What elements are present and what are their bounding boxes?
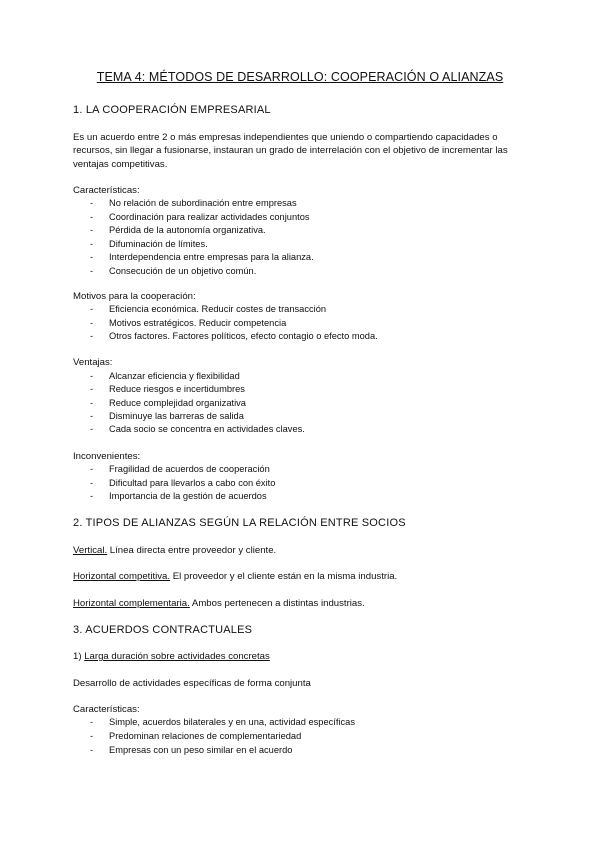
subsection-1-description: Desarrollo de actividades específicas de forma conjunta — [73, 678, 311, 689]
caracteristicas-label: Características: — [73, 185, 140, 196]
motivos-label: Motivos para la cooperación: — [73, 291, 196, 302]
subsection-1-text: Larga duración sobre actividades concretas — [84, 651, 270, 662]
alianza-vertical-term: Vertical. — [73, 545, 108, 556]
section-3-heading: 3. ACUERDOS CONTRACTUALES — [73, 624, 253, 636]
section-2-heading: 2. TIPOS DE ALIANZAS SEGÚN LA RELACIÓN ENTRE SOCIOS — [73, 517, 406, 529]
alianza-horizontal-complementaria-term: Horizontal complementaria. — [73, 598, 190, 609]
alianza-horizontal-competitiva-text: El proveedor y el cliente están en la misma industria. — [170, 571, 398, 582]
document-title: TEMA 4: MÉTODOS DE DESARROLLO: COOPERACIÓN O ALIANZAS — [96, 70, 504, 84]
subsection-1-title — [73, 651, 270, 662]
alianza-vertical-text: Línea directa entre proveedor y cliente. — [107, 545, 277, 556]
inconvenientes-label: Inconvenientes: — [73, 451, 141, 462]
caracteristicas-2-label: Características: — [73, 704, 140, 715]
alianza-vertical — [73, 545, 276, 556]
section-1-heading: 1. LA COOPERACIÓN EMPRESARIAL — [73, 104, 271, 116]
alianza-horizontal-complementaria-text: Ambos pertenecen a distintas industrias. — [189, 598, 365, 609]
section-1-paragraph: Es un acuerdo entre 2 o más empresas independientes que uniendo o compartiendo capacidades o recursos, sin llegar a fusionarse, instauran un grado de interrelación con el objetivo de incrementar las ventajas competitivas. — [73, 132, 508, 170]
ventajas-label: Ventajas: — [73, 357, 113, 368]
document-page: TEMA 4: MÉTODOS DE DESARROLLO: COOPERACIÓN O ALIANZAS 1. LA COOPERACIÓN EMPRESARIAL Es un acuerdo entre 2 o más empresas independientes que uniendo o compartiendo capacidades o recursos, sin llegar a fusionarse, instauran un grado de interrelación con el objetivo de incrementar las ventajas competitivas. Características: - No relación de subordinación entre empresas - Coordinación para realizar actividades conjuntos - Pérdida de la autonomía organizativa. - Difuminación de límites. - Interdependencia entre empresas para la alianza. - Consecución de un objetivo común. Motivos para la cooperación: - Eficiencia económica. Reducir costes de transacción - Motivos estratégicos. Reducir competencia - Otros factores. Factores políticos, efecto contagio o efecto moda. Ventajas: - Alcanzar eficiencia y flexibilidad - Reduce riesgos e incertidumbres - Reduce complejidad organizativa - Disminuye las barreras de salida - Cada socio se concentra en actividades claves. Inconvenientes: - Fragilidad de acuerdos de cooperación - Dificultad para llevarlos a cabo con éxito - Importancia de la gestión de acuerdos 2. TIPOS DE ALIANZAS SEGÚN LA RELACIÓN ENTRE SOCIOS Vertical. Línea directa entre proveedor y cliente. Horizontal competitiva. El proveedor y el cliente están en la misma industria. Horizontal complementaria. Ambos pertenecen a distintas industrias. 3. ACUERDOS CONTRACTUALES 1) Larga duración sobre actividades concretas Desarrollo de actividades específicas de forma conjunta Características: - Simple, acuerdos bilaterales y en una, actividad específicas - Predominan relaciones de complementariedad - Empresas con un peso similar en el acuerdo — [0, 0, 600, 848]
alianza-horizontal-complementaria — [73, 598, 365, 609]
alianza-horizontal-competitiva-term: Horizontal competitiva. — [73, 571, 171, 582]
alianza-horizontal-competitiva — [73, 571, 397, 582]
subsection-1-number: 1) — [73, 651, 85, 662]
